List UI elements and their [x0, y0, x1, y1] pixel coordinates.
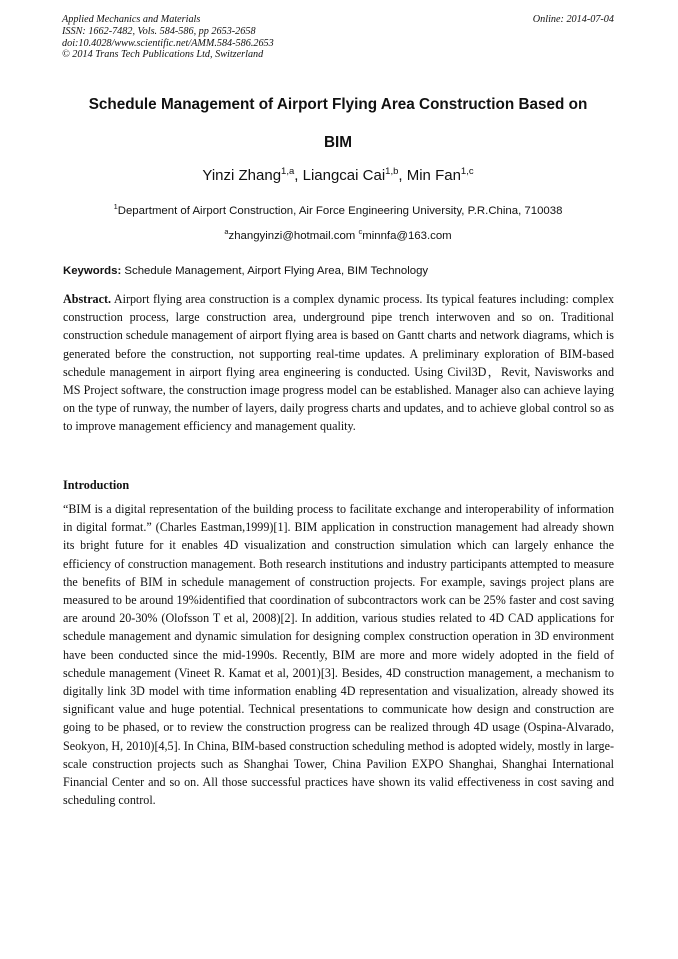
email-mark: a: [224, 227, 229, 236]
email-mark: c: [358, 227, 363, 236]
author-affiliation-mark: 1,b: [385, 166, 399, 177]
affiliation-text: Department of Airport Construction, Air Force Engineering University, P.R.China, 710038: [117, 204, 563, 217]
abstract-label: Abstract.: [63, 292, 112, 306]
section-heading-introduction: Introduction: [63, 478, 130, 492]
journal-name: Applied Mechanics and Materials: [62, 14, 201, 25]
doi-line: doi:10.4028/www.scientific.net/AMM.584-586.2653: [62, 37, 274, 49]
author-name: Yinzi Zhang: [202, 167, 282, 184]
keywords: [63, 265, 615, 277]
keywords-text: Schedule Management, Airport Flying Area, BIM Technology: [124, 265, 429, 277]
email-address: minnfa@163.com: [362, 229, 452, 242]
affiliation: [62, 202, 614, 217]
title-line-1: Schedule Management of Airport Flying Area Construction Based on: [88, 96, 588, 113]
copyright-line: © 2014 Trans Tech Publications Ltd, Switzerland: [62, 49, 264, 61]
title-line-2: BIM: [323, 134, 353, 151]
paper-title: [62, 86, 614, 162]
introduction-paragraph: “BIM is a digital representation of the building process to facilitate exchange and interoperability of information in digital format.” (Charles Eastman,1999)[1]. BIM application in construction management had already shown its bright future for it enables 4D visualization and construction simulation which can largely enhance the efficiency of construction management. Both research institutions and industry participants attempted to measure the benefits of BIM in schedule management of construction projects. For example, savings project plans are measured to be around 19%identified that coordination of subcontractors work can be 25% faster and cost saving are around 20-30% (Olofsson T et al, 2008)[2]. In addition, various studies related to 4D CAD applications for schedule management and dynamic simulation for designing complex construction operation in 3D environment have been conducted since the mid-1990s. Recently, BIM are more and more widely adopted in the field of schedule management (Vineet R. Kamat et al, 2001)[3]. Besides, 4D construction management, a mechanism to digitally link 3D model with time information enabling 4D representation and visualization, already showed its significant value and huge potential. Technical presentations to communicate how design and construction are going to be phased, or to review the construction progress can be realized through 4D usage (Ospina-Alvarado, Seokyon, H, 2010)[4,5]. In China, BIM-based construction scheduling method is adopted widely, mostly in large-scale construction projects such as Shanghai Tower, China Pavilion EXPO Shanghai, Shanghai International Financial Center and so on. All those successful practices have shown its valid effectiveness in cost saving and scheduling control.: [63, 502, 614, 808]
keywords-label: Keywords:: [63, 265, 122, 277]
author-list: Yinzi Zhang$^{1,a}$, Liangcai Cai$^{1,b}$, Min Fan$^{1,c}$: [202, 166, 474, 184]
journal-header: [62, 14, 614, 61]
abstract-text: Airport flying area construction is a complex dynamic process. Its typical features including: complex construction process, large construction area, underground pipe trench interwoven and so on. Traditional construction schedule management of airport flying area is based on Gantt charts and network diagrams, which is generated before the construction, not supporting real-time updates. A preliminary exploration of BIM-based schedule management in airport flying area engineering is conducted. Using Civil3D，Revit, Navisworks and MS Project software, the construction image progress model can be established. Manager also can achieve laying on the type of runway, the number of layers, daily progress charts and updates, and to achieve global control so as to improve management efficiency and management quality.: [63, 292, 615, 434]
author-name: Liangcai Cai: [302, 167, 386, 184]
author-affiliation-mark: 1,c: [460, 166, 474, 177]
email-list: [62, 227, 614, 242]
abstract: [63, 290, 614, 436]
online-date: Online: 2014-07-04: [532, 14, 614, 25]
author-affiliation-mark: 1,a: [281, 166, 295, 177]
author-name: Min Fan: [406, 167, 461, 184]
issn-line: ISSN: 1662-7482, Vols. 584-586, pp 2653-2658: [62, 25, 256, 37]
affiliation-mark: 1: [113, 202, 118, 211]
email-address: zhangyinzi@hotmail.com: [228, 229, 356, 242]
